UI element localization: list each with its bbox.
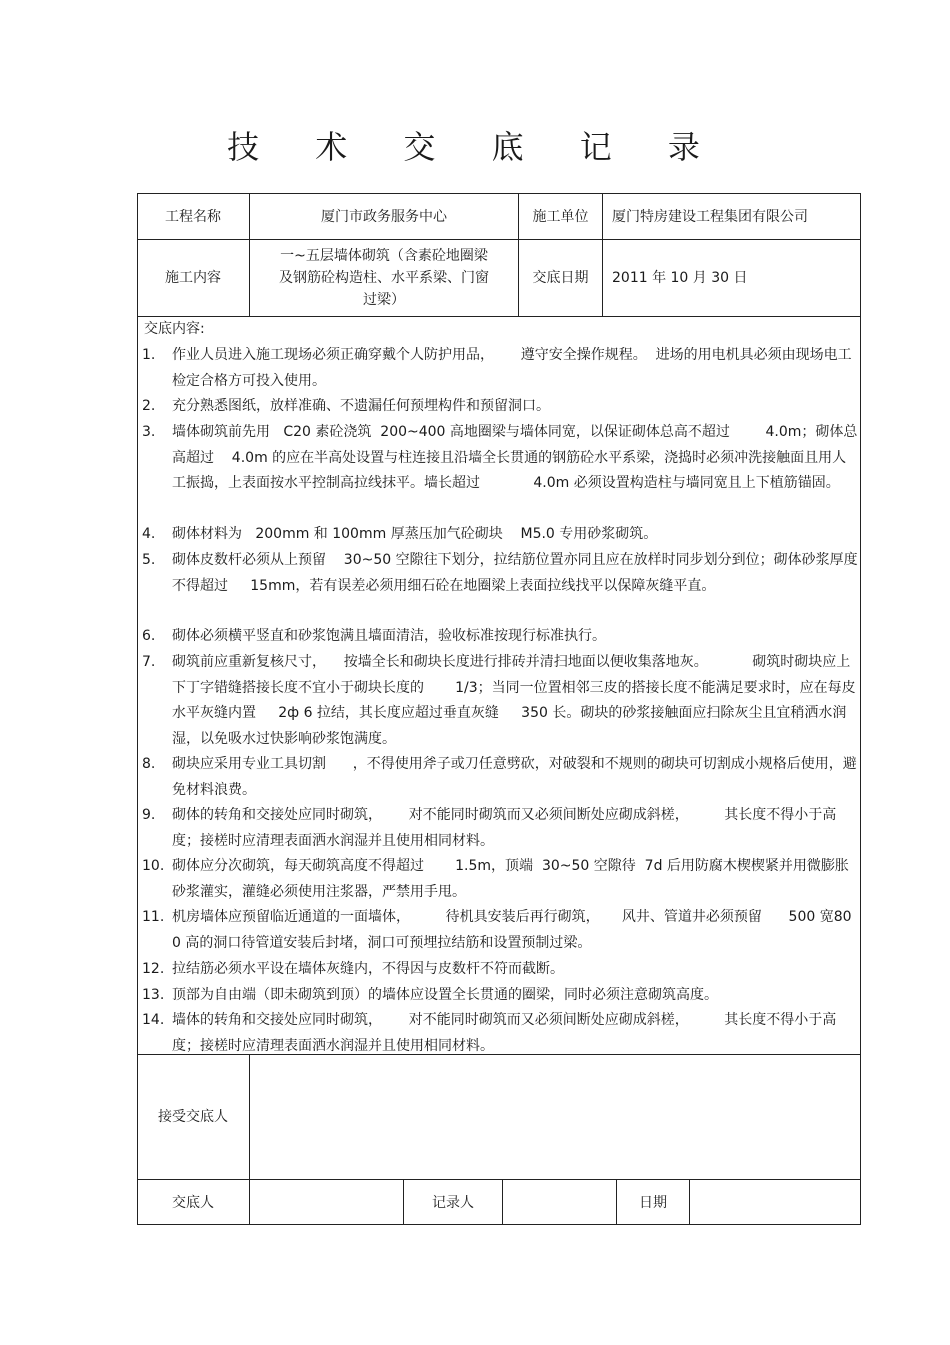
- item-number: 12.: [142, 961, 165, 977]
- item-number: 2.: [142, 398, 156, 414]
- item-text: 拉结筋必须水平设在墙体灰缝内，不得因与皮数杆不符而截断。: [172, 961, 564, 977]
- item-text: 砌块应采用专业工具切割 ，不得使用斧子或刀任意劈砍，对破裂和不规则的砌块可切割成小规格后使用，避免材料浪费。: [172, 756, 857, 798]
- list-item: [142, 548, 858, 599]
- content-line: 及钢筋砼构造柱、水平系梁、门窗: [279, 270, 489, 286]
- item-number: 6.: [142, 628, 156, 644]
- item-text: 砌体必须横平竖直和砂浆饱满且墙面清洁，验收标准按现行标准执行。: [172, 628, 606, 644]
- list-item: [142, 905, 858, 956]
- item-number: 9.: [142, 807, 156, 823]
- item-number: 7.: [142, 654, 156, 670]
- construction-unit-label: 施工单位: [532, 208, 589, 225]
- project-name-label: 工程名称: [165, 208, 221, 225]
- item-number: 3.: [142, 424, 156, 440]
- disclosure-content-label: 交底内容:: [144, 321, 205, 337]
- item-text: 作业人员进入施工现场必须正确穿戴个人防护用品， 遵守安全操作规程。 进场的用电机具必须由现场电工检定合格方可投入使用。: [172, 347, 852, 389]
- list-item: [142, 803, 858, 854]
- disclosure-date-value: 2011 年 10 月 30 日: [612, 270, 748, 286]
- list-item: [142, 522, 858, 548]
- content-line: 一~五层墙体砌筑（含素砼地圈梁: [280, 248, 488, 264]
- list-item: [142, 1008, 858, 1059]
- item-number: 13.: [142, 987, 165, 1003]
- list-item: [142, 624, 858, 650]
- item-number: 10.: [142, 858, 165, 874]
- item-text: 砌体应分次砌筑，每天砌筑高度不得超过 1.5m，顶端 30~50 空隙待 7d 后用防腐木楔楔紧并用微膨胀砂浆灌实，灌缝必须使用注浆器，严禁用手甩。: [172, 858, 849, 900]
- discloser-field[interactable]: [250, 1180, 403, 1225]
- item-text: 墙体砌筑前先用 C20 素砼浇筑 200~400 高地圈梁与墙体同宽，以保证砌体总高不超过 4.0m；砌体总高超过 4.0m 的应在半高处设置与柱连接且沿墙全长贯通的钢筋砼水平系梁，浇捣时必须冲洗接触面且用人工振捣，上表面按水平控制高拉线抹平。墙长超过 4.0m 必须设置构造柱与墙同宽且上下植筋锚固。: [172, 424, 858, 491]
- list-item: [142, 752, 858, 803]
- row-divider: [137, 316, 861, 317]
- document-title: 技 术 交 底 记 录: [227, 128, 723, 166]
- disclosure-date-label: 交底日期: [532, 270, 589, 286]
- item-text: 砌体材料为 200mm 和 100mm 厚蒸压加气砼砌块 M5.0 专用砂浆砌筑。: [172, 526, 658, 542]
- project-name-value: 厦门市政务服务中心: [321, 208, 447, 225]
- item-number: 11.: [142, 909, 165, 925]
- item-text: 砌体的转角和交接处应同时砌筑， 对不能同时砌筑而又必须间断处应砌成斜槎， 其长度不得小于高度；接槎时应清理表面洒水润湿并且使用相同材料。: [172, 807, 837, 849]
- list-item: [142, 420, 858, 497]
- item-text: 砌体皮数杆必须从上预留 30~50 空隙往下划分，拉结筋位置亦同且应在放样时同步划分到位；砌体砂浆厚度不得超过 15mm，若有误差必须用细石砼在地圈梁上表面拉线找平以保障灰缝平直。: [172, 552, 858, 594]
- footer-date-label: 日期: [639, 1194, 667, 1211]
- construction-content-value: [250, 240, 518, 316]
- item-text: 充分熟悉图纸，放样准确、不遗漏任何预埋构件和预留洞口。: [172, 398, 550, 414]
- recorder-label: 记录人: [432, 1194, 474, 1211]
- list-item: [142, 343, 858, 394]
- item-number: 8.: [142, 756, 156, 772]
- item-text: 墙体的转角和交接处应同时砌筑， 对不能同时砌筑而又必须间断处应砌成斜槎， 其长度不得小于高度；接槎时应清理表面洒水润湿并且使用相同材料。: [172, 1012, 837, 1054]
- list-item: [142, 394, 858, 420]
- construction-content-label: 施工内容: [165, 270, 221, 286]
- item-text: 顶部为自由端（即未砌筑到顶）的墙体应设置全长贯通的圈梁，同时必须注意砌筑高度。: [172, 987, 718, 1003]
- item-number: 5.: [142, 552, 156, 568]
- footer-date-field[interactable]: [690, 1180, 861, 1225]
- list-item: [142, 854, 858, 905]
- item-number: 14.: [142, 1012, 165, 1028]
- receiver-label: 接受交底人: [158, 1109, 228, 1125]
- item-text: 机房墙体应预留临近通道的一面墙体， 待机具安装后再行砌筑， 风井、管道井必须预留 500 宽800 高的洞口待管道安装后封堵，洞口可预埋拉结筋和设置预制过梁。: [172, 909, 852, 951]
- item-number: 1.: [142, 347, 156, 363]
- content-line: 过梁）: [363, 292, 405, 308]
- item-number: 4.: [142, 526, 156, 542]
- discloser-label: 交底人: [172, 1194, 214, 1211]
- list-item: [142, 957, 858, 983]
- construction-unit-value: 厦门特房建设工程集团有限公司: [612, 208, 808, 225]
- recorder-field[interactable]: [503, 1180, 616, 1225]
- receiver-signature-field[interactable]: [250, 1055, 861, 1179]
- list-item: [142, 650, 858, 752]
- list-item: [142, 983, 858, 1009]
- item-text: 砌筑前应重新复核尺寸， 按墙全长和砌块长度进行排砖并清扫地面以便收集落地灰。 砌筑时砌块应上下丁字错缝搭接长度不宜小于砌块长度的 1/3；当同一位置相邻三皮的搭接长度不能满足要求时，应在每皮水平灰缝内置 2ф 6 拉结，其长度应超过垂直灰缝 350 长。砌块的砂浆接触面应扫除灰尘且宜稍洒水润湿，以免吸水过快影响砂浆饱满度。: [172, 654, 856, 747]
